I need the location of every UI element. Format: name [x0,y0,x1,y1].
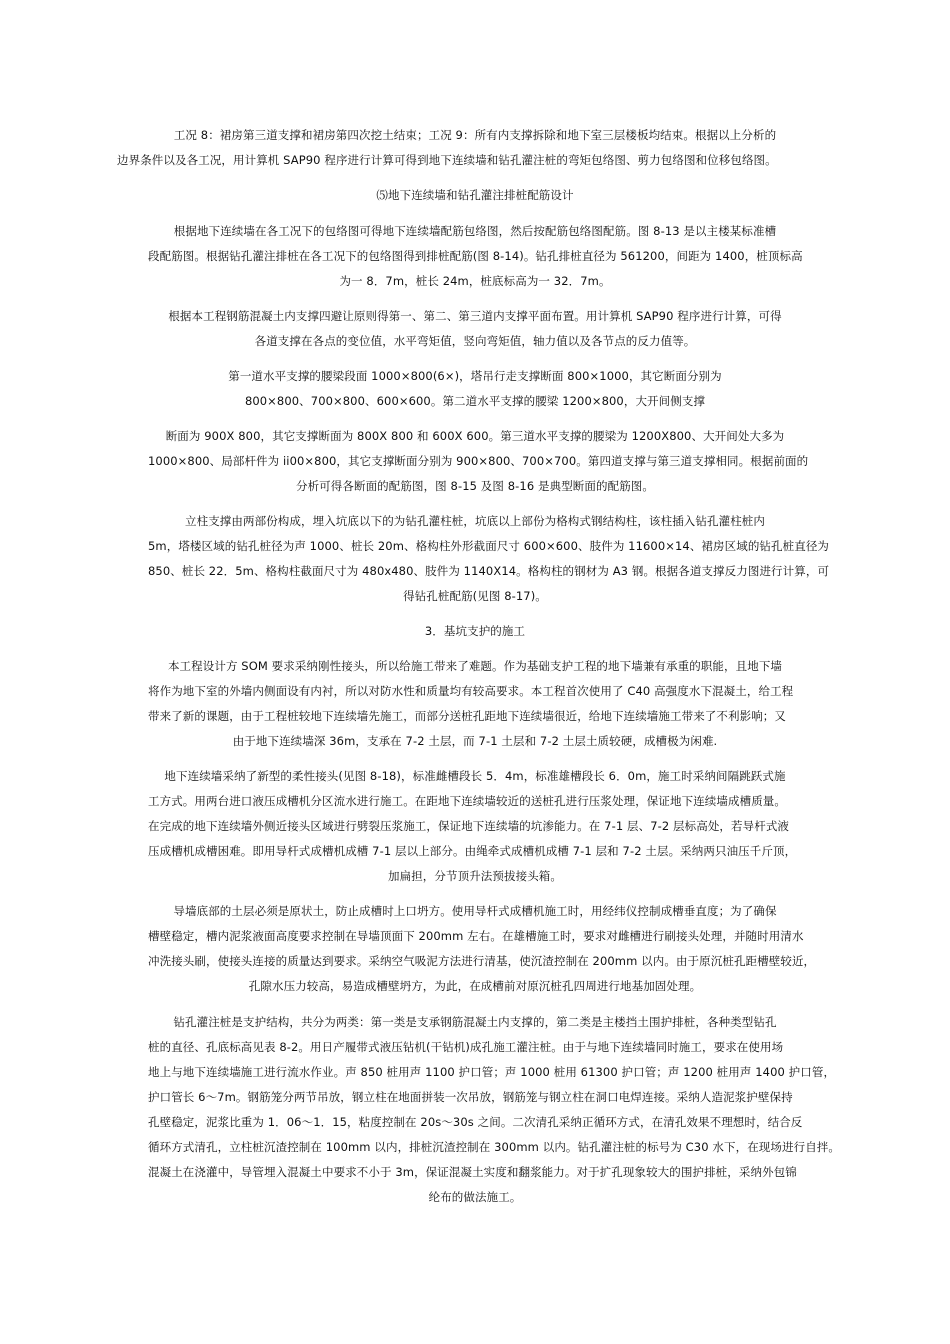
text-line: 850、桩长 22．5m、格构柱截面尺寸为 480x480、肢件为 1140X14。格构柱的钢材为 A3 钢。根据各道支撑反力图进行计算，可 [148,564,830,578]
text-line: 得钻孔桩配筋(见图 8-17)。 [403,589,547,603]
text-line: 段配筋图。根据钻孔灌注排桩在各工况下的包络图得到排桩配筋(图 8-14)。钻孔排桩直径为 561200，间距为 1400，桩顶标高 [148,249,803,263]
paragraph-work-conditions [117,123,830,173]
text-line: 钻孔灌注桩是支护结构，共分为两类：第一类是支承钢筋混凝土内支撑的，第二类是主楼挡土围护排桩，各种类型钻孔 [173,1015,777,1029]
text-line: 护口管长 6～7m。钢筋笼分两节吊放，钢立柱在地面拼装一次吊放，钢筋笼与钢立柱在洞口电焊连接。采纳人造泥浆护壁保持 [148,1090,793,1104]
section-heading-pit-support-construction [120,619,830,644]
text-line: 孔隙水压力较高，易造成槽壁坍方，为此，在成槽前对原沉桩孔四周进行地基加固处理。 [248,979,702,993]
paragraph-first-support-sections [120,364,830,414]
text-line: 根据本工程钢筋混凝土内支撑四避让原则得第一、第二、第三道内支撑平面布置。用计算机 SAP90 程序进行计算，可得 [168,309,782,323]
text-line: 加扁担，分节顶升法预拔接头箱。 [388,869,562,883]
text-line: 地上与地下连续墙施工进行流水作业。声 850 桩用声 1100 护口管；声 1000 桩用 61300 护口管；声 1200 桩用声 1400 护口管， [148,1065,836,1079]
text-line: 800×800、700×800、600×600。第二道水平支撑的腰梁 1200×800，大开间侧支撑 [244,394,706,408]
paragraph-rigid-joint [120,654,830,754]
text-line: 冲洗接头刷，使接头连接的质量达到要求。采纳空气吸泥方法进行清基，使沉渣控制在 200mm 以内。由于原沉桩孔距槽壁较近， [148,954,816,968]
text-line: 带来了新的课题，由于工程桩较地下连续墙先施工，而部分送桩孔距地下连续墙很近，给地下连续墙施工带来了不利影响；又 [148,709,786,723]
paragraph-bored-piles [120,1010,840,1210]
text-line: 纶布的做法施工。 [428,1190,522,1204]
text-line: 边界条件以及各工况，用计算机 SAP90 程序进行计算可得到地下连续墙和钻孔灌注桩的弯矩包络图、剪力包络图和位移包络图。 [117,153,777,167]
text-line: 1000×800、局部杆件为 ii00×800，其它支撑断面分别为 900×800、700×700。第四道支撑与第三道支撑相同。根据前面的 [148,454,809,468]
text-line: 槽壁稳定，槽内泥浆液面高度要求控制在导墙顶面下 200mm 左右。在雄槽施工时，要求对雌槽进行刷接头处理，并随时用清水 [148,929,804,943]
text-line: 根据地下连续墙在各工况下的包络图可得地下连续墙配筋包络图，然后按配筋包络图配筋。图 8-13 是以主楼某标准槽 [173,224,777,238]
text-line: 断面为 900X 800，其它支撑断面为 800X 800 和 600X 600。第三道水平支撑的腰梁为 1200X800、大开间处大多为 [165,429,785,443]
text-line: 第一道水平支撑的腰梁段面 1000×800(6×)，塔吊行走支撑断面 800×1000，其它断面分别为 [228,369,722,383]
text-line: 为一 8．7m，桩长 24m，桩底标高为一 32．7m。 [339,274,611,288]
paragraph-column-support [120,509,830,609]
text-line: 由于地下连续墙深 36m，支承在 7-2 土层，而 7-1 土层和 7-2 土层土质较硬，成槽极为闲难. [232,734,718,748]
text-line: 各道支撑在各点的变位值，水平弯矩值，竖向弯矩值，轴力值以及各节点的反力值等。 [254,334,696,348]
text-line: 工方式。用两台进口液压成槽机分区流水进行施工。在距地下连续墙较近的送桩孔进行压浆处理，保证地下连续墙成槽质量。 [148,794,786,808]
paragraph-section-sizes [120,424,830,499]
text-line: 将作为地下室的外墙内侧面设有内衬，所以对防水性和质量均有较高要求。本工程首次使用了 C40 高强度水下混凝土，给工程 [148,684,794,698]
text-line: 桩的直径、孔底标高见表 8-2。用日产履带式液压钻机(干钻机)成孔施工灌注桩。由于与地下连续墙同时施工，要求在使用场 [148,1040,784,1054]
text-line: 立柱支撑由两部份构成，埋入坑底以下的为钻孔灌柱桩，坑底以上部份为格构式钢结构柱，该柱插入钻孔灌柱桩内 [185,514,765,528]
paragraph-inner-support-layout [120,304,830,354]
text-line: 分析可得各断面的配筋图，图 8-15 及图 8-16 是典型断面的配筋图。 [295,479,655,493]
text-line: 压成槽机成槽困难。即用导杆式成槽机成槽 7-1 层以上部分。由绳牵式成槽机成槽 7-1 层和 7-2 土层。采纳两只油压千斤顶， [148,844,797,858]
section-heading-reinforcement-design [120,183,830,208]
text-line: 本工程设计方 SOM 要求采纳刚性接头，所以给施工带来了难题。作为基础支护工程的地下墙兼有承重的职能，且地下墙 [167,659,783,673]
text-line: 混凝土在浇灌中，导管埋入混凝土中要求不小于 3m，保证混凝土实度和翻浆能力。对于扩孔现象较大的围护排桩，采纳外包锦 [148,1165,797,1179]
paragraph-wall-reinforcement [120,219,830,294]
paragraph-guide-wall [120,899,830,999]
text-line: 5m，塔楼区域的钻孔桩径为声 1000、桩长 20m、格构柱外形截面尺寸 600×600、肢件为 11600×14、裙房区域的钻孔桩直径为 [148,539,830,553]
text-line: 地下连续墙采纳了新型的柔性接头(见图 8-18)，标准雌槽段长 5．4m，标准雄槽段长 6．0m，施工时采纳间隔跳跃式施 [164,769,786,783]
text-line: 工况 8：裙房第三道支撑和裙房第四次挖土结束；工况 9：所有内支撑拆除和地下室三层楼板均结束。根据以上分析的 [173,128,777,142]
text-line: 导墙底部的土层必须是原状土，防止成槽时上口坍方。使用导杆式成槽机施工时，用经纬仪控制成槽垂直度；为了确保 [173,904,777,918]
heading-text: ⑸地下连续墙和钻孔灌注排桩配筋设计 [376,188,574,202]
text-line: 在完成的地下连续墙外侧近接头区域进行劈裂压浆施工，保证地下连续墙的坑渗能力。在 7-1 层、7-2 层标高处，若导杆式液 [148,819,790,833]
text-line: 循环方式清孔，立柱桩沉渣控制在 100mm 以内，排桩沉渣控制在 300mm 以内。钻孔灌注桩的标号为 C30 水下，在现场进行自拌。 [148,1140,840,1154]
text-line: 孔壁稳定，泥浆比重为 1．06～1．15，粘度控制在 20s～30s 之间。二次清孔采纳正循环方式，在清孔效果不理想时，结合反 [148,1115,803,1129]
paragraph-flexible-joint [120,764,830,889]
heading-text: 3．基坑支护的施工 [424,624,526,638]
